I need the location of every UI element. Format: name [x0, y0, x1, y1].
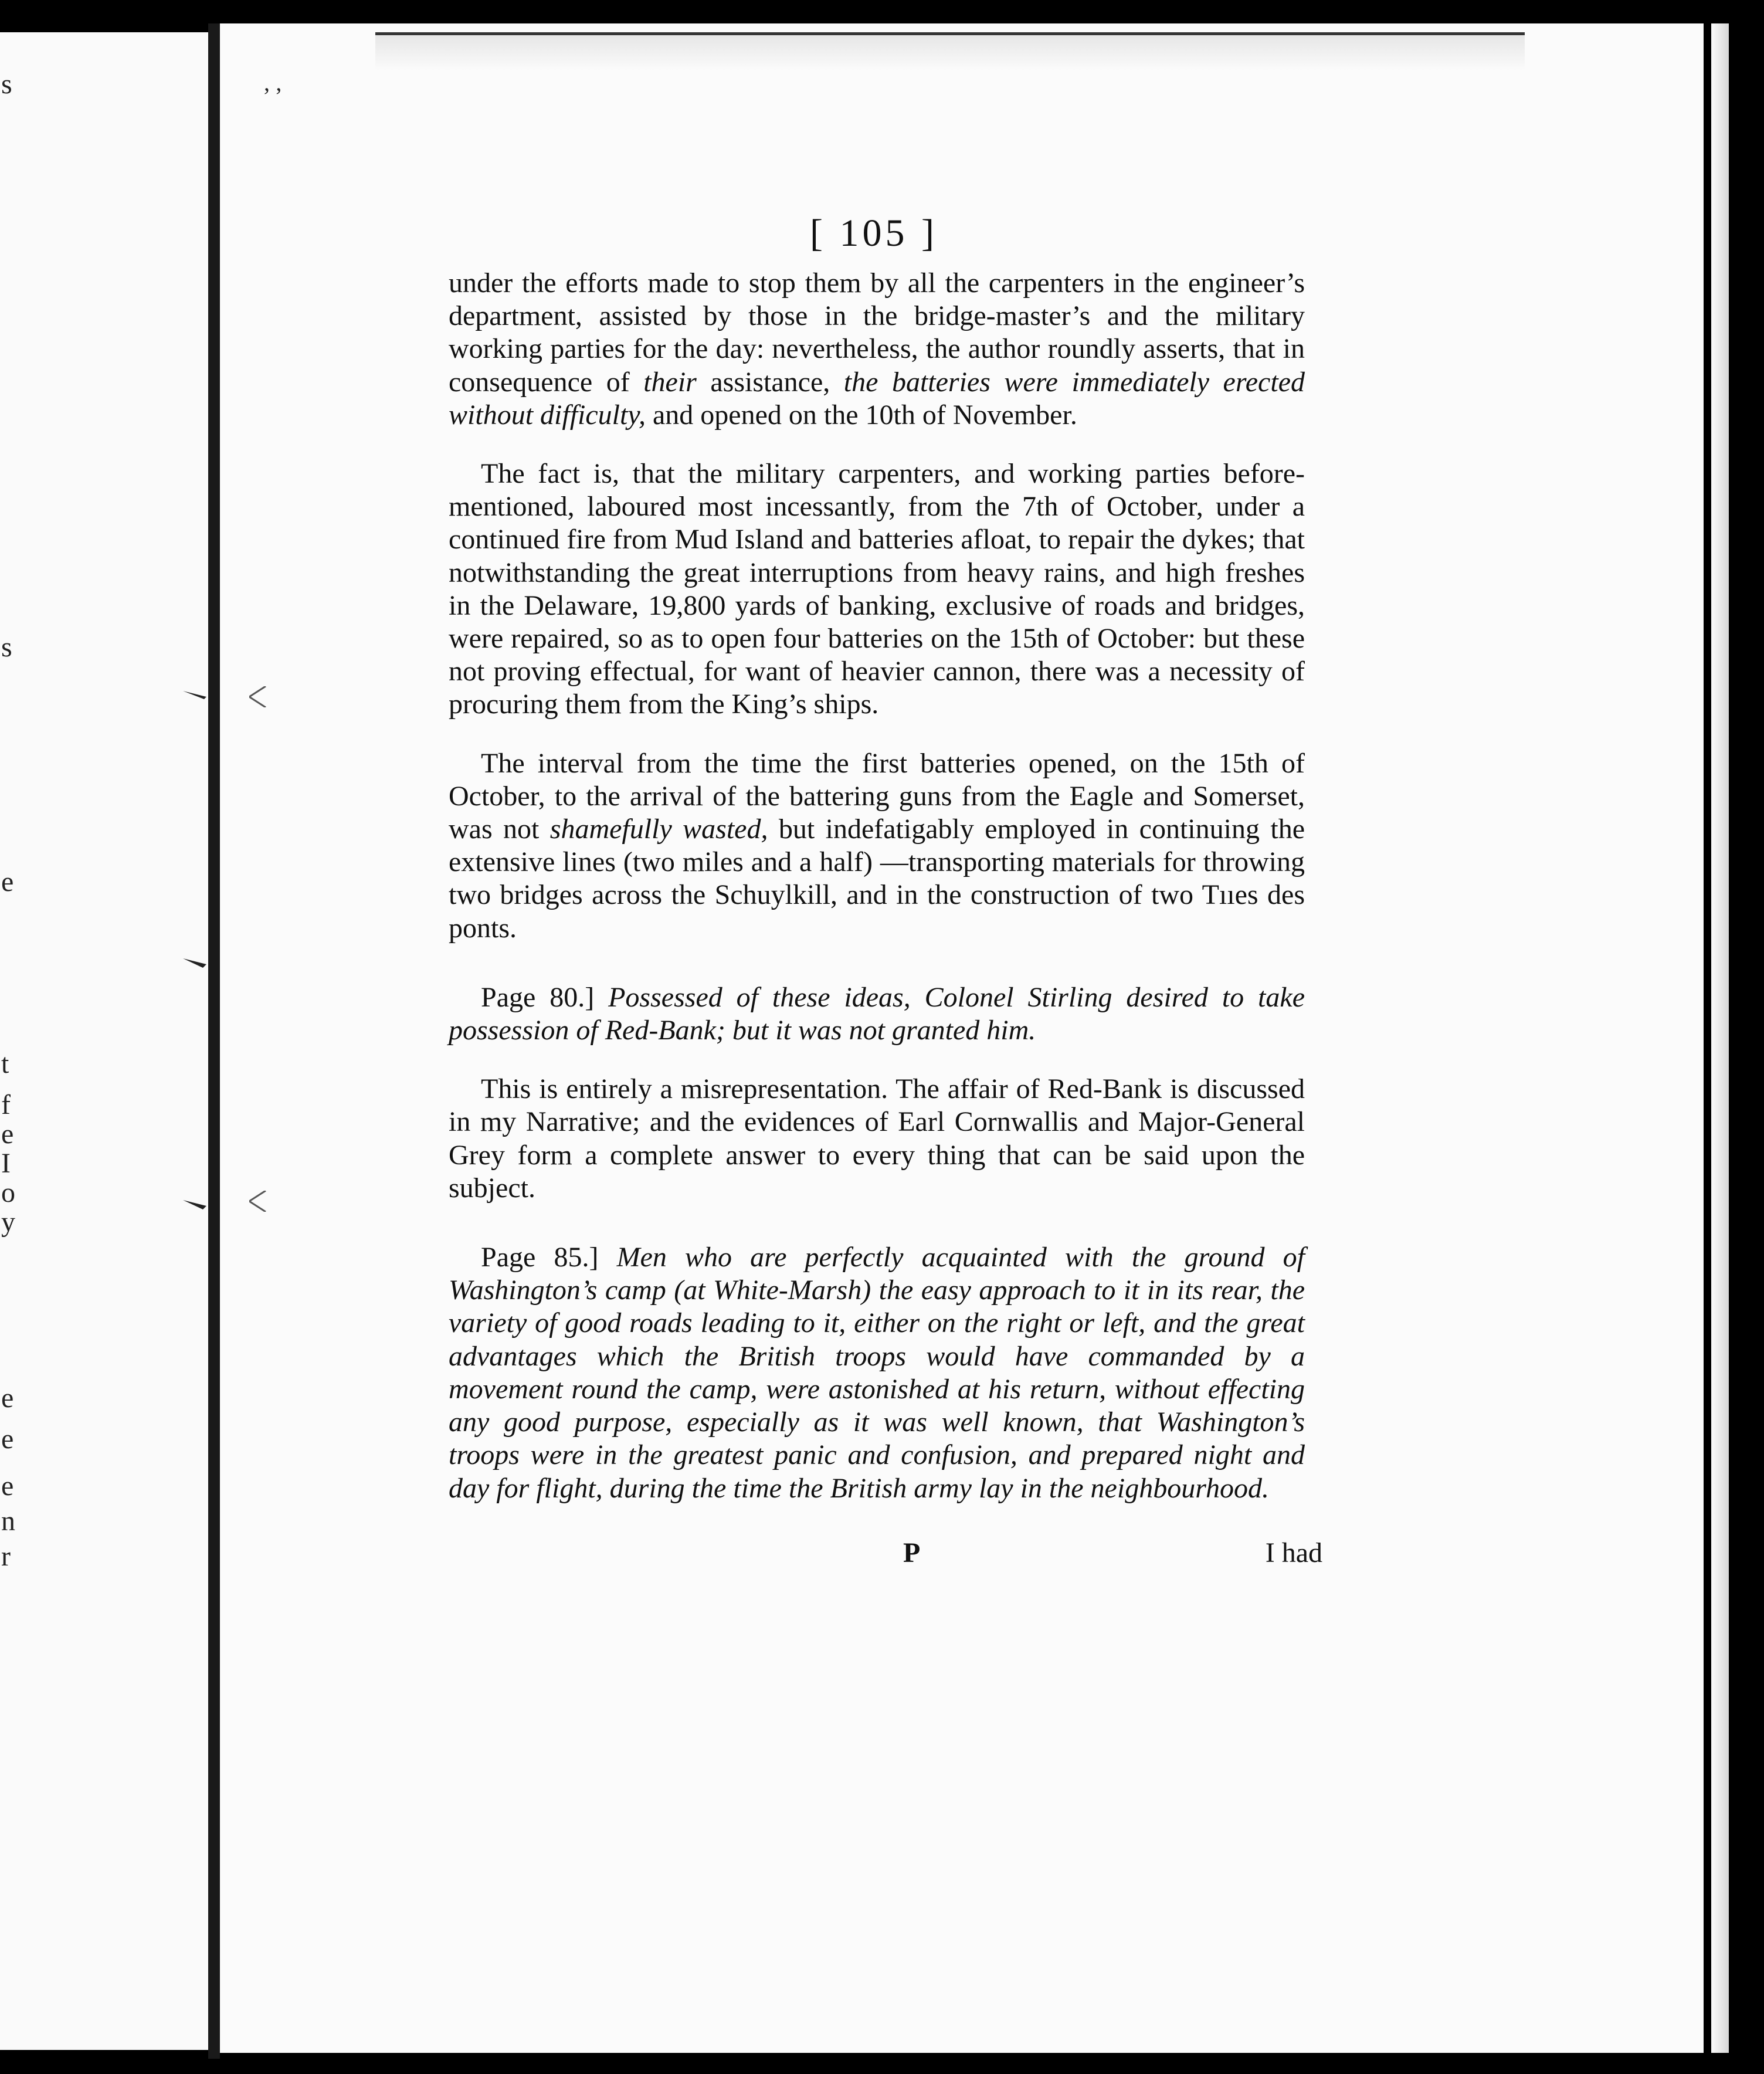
margin-character: I — [1, 1148, 11, 1179]
margin-arrow-mark — [183, 686, 206, 699]
margin-character: e — [1, 1382, 14, 1414]
text-run: The interval from the time the first batteries opened, on the 15th of October, to the arrival of the battering guns from the Eagle and Somerset, was not — [449, 747, 1305, 845]
margin-bracket-mark — [249, 686, 267, 707]
text-run: This is entirely a misrepresentation. The affair of Red-Bank is discussed in my Narrative; and the evidences of Earl Cornwallis and Major-General Grey form a complete answer to every thing that can be said upon the subject. — [449, 1073, 1305, 1204]
text-run: Page 80.] — [481, 981, 609, 1013]
margin-character: s — [1, 632, 12, 663]
paragraph — [449, 267, 1305, 432]
torn-top-edge — [375, 32, 1525, 70]
margin-character: r — [1, 1541, 11, 1572]
margin-character: e — [1, 1424, 14, 1455]
margin-arrow-mark — [183, 956, 206, 969]
margin-character: n — [1, 1506, 15, 1537]
italic-text-run: their — [643, 366, 697, 398]
paragraph — [449, 458, 1305, 721]
catchword: I had — [1265, 1537, 1322, 1568]
paragraph — [449, 747, 1305, 945]
text-run: Page 85.] — [481, 1242, 617, 1273]
margin-character: y — [1, 1207, 15, 1238]
text-run: but indefatigably employed in continuing the extensive lines (two miles and a half) —transporting materials for throwing two bridges across the Schuylkill, and in the construction of two Tııes des ponts. — [449, 814, 1305, 944]
text-run: and opened on the 10th of November. — [646, 399, 1077, 431]
italic-text-run: shamefully wasted, — [549, 814, 768, 845]
left-page-edge — [0, 32, 208, 2050]
page-right-edge-shadow — [1711, 23, 1729, 2053]
margin-bracket-mark — [249, 1191, 267, 1212]
italic-text-run: Possessed of these ideas, Colonel Stirling desired to take possession of Red-Bank; but it was not granted him. — [449, 981, 1305, 1046]
margin-character: e — [1, 1119, 14, 1150]
italic-text-run: the batteries were immediately erected without difficulty, — [449, 366, 1305, 431]
text-run: The fact is, that the military carpenters, and working parties before-mentioned, laboured most incessantly, from the 7th of October, under a continued fire from Mud Island and batteries afloat, to repair the dykes; that notwithstanding the great interruptions from heavy rains, and high freshes in the Delaware, 19,800 yards of banking, exclusive of roads and bridges, were repaired, so as to open four batteries on the 15th of October: but these not proving effectual, for want of heavier cannon, there was a necessity of procuring them from the King’s ships. — [449, 458, 1305, 720]
margin-character: f — [1, 1089, 11, 1120]
body-text — [449, 267, 1305, 1505]
margin-arrow-mark — [183, 1197, 206, 1209]
paragraph — [449, 1241, 1305, 1505]
margin-character: t — [1, 1048, 9, 1079]
margin-character: s — [1, 69, 12, 100]
page-footer — [449, 1537, 1322, 1578]
signature-mark: P — [903, 1537, 921, 1568]
text-run: assistance, — [696, 366, 844, 398]
page-number: [ 105 ] — [810, 212, 938, 255]
margin-character: e — [1, 1470, 14, 1502]
paragraph — [449, 1073, 1305, 1205]
book-gutter — [208, 23, 220, 2059]
italic-text-run: Men who are perfectly acquainted with the ground of Washington’s camp (at White-Marsh) the easy approach to it in its rear, the variety of good roads leading to it, either on the right or left, and the great advantages which the British troops would have commanded by a movement round the camp, were astonished at his return, without effecting any good purpose, especially as it was well known, that Washington’s troops were in the greatest panic and confusion, and prepared night and day for flight, during the time the British army lay in the neighbourhood. — [449, 1242, 1305, 1504]
corner-mark: ’ ’ — [263, 83, 283, 109]
margin-character: o — [1, 1177, 15, 1208]
text-run: under the efforts made to stop them by all the carpenters in the engineer’s department, assisted by those in the bridge-master’s and the military working parties for the day: nevertheless, the author roundly asserts, that in consequence of — [449, 267, 1305, 398]
paragraph — [449, 981, 1305, 1047]
margin-character: e — [1, 866, 14, 897]
